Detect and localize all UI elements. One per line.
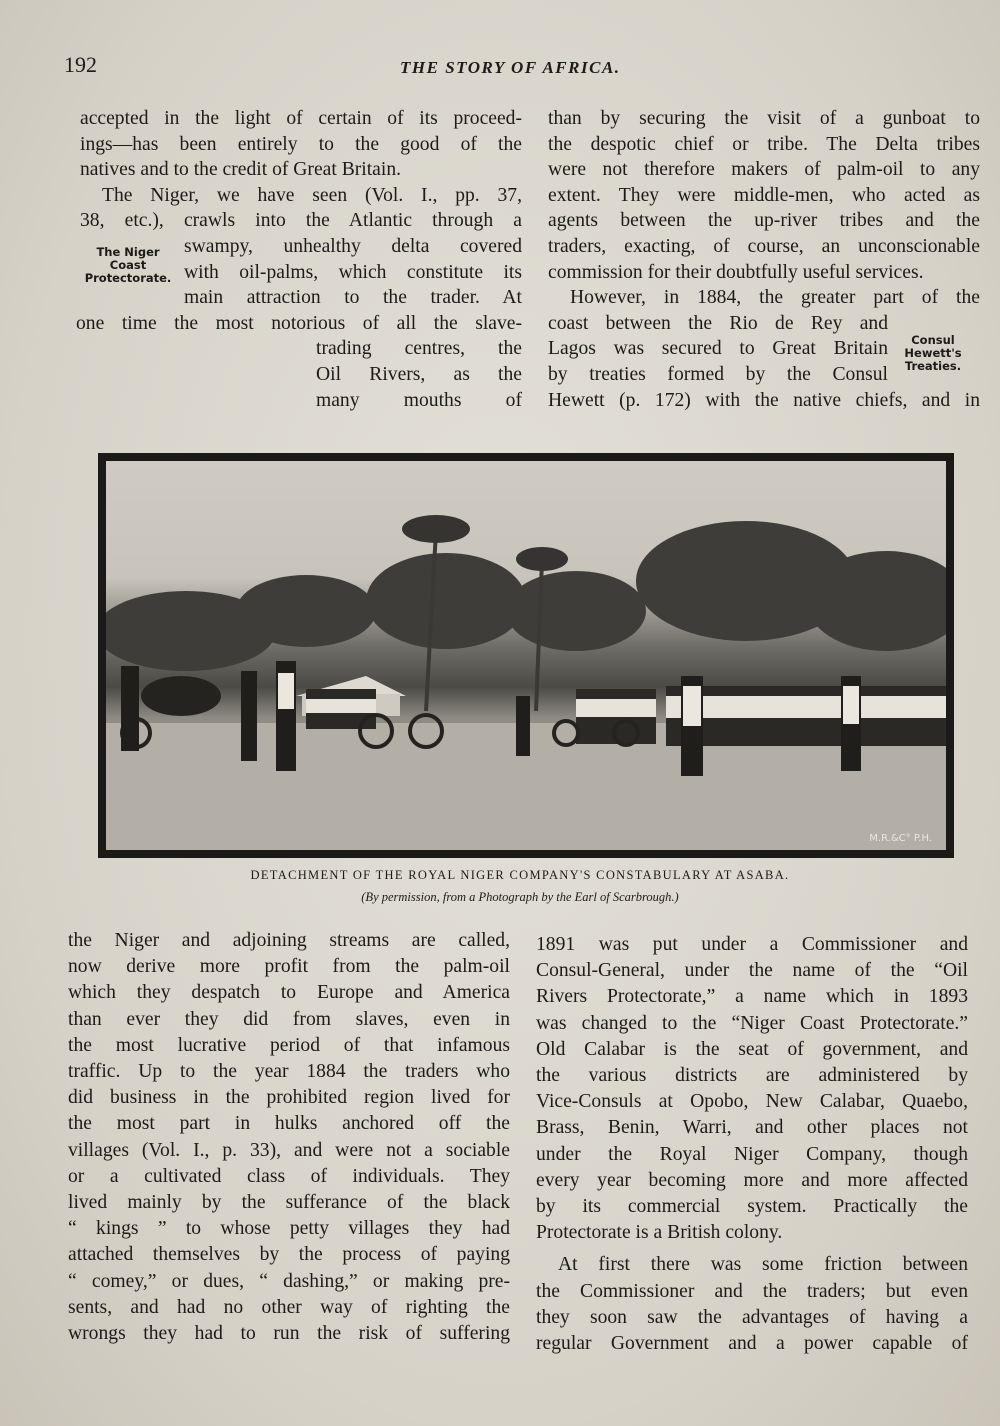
text-line: “ kings ” to whose petty villages they had (68, 1218, 510, 1240)
text-line: under the Royal Niger Company, though (536, 1143, 968, 1165)
text-line: trading centres, the (316, 338, 522, 360)
text-line: extent. They were middle-men, who acted as (548, 184, 980, 206)
text-line: “ comey,” or dues, “ dashing,” or making pre- (68, 1270, 510, 1292)
text-line: by its commercial system. Practically the (536, 1196, 968, 1218)
text-line: natives and to the credit of Great Britain. (80, 159, 402, 181)
text-line: than ever they did from slaves, even in (68, 1008, 510, 1030)
text-line: 1891 was put under a Commissioner and (536, 934, 968, 955)
text-line: the most part in hulks anchored off the (68, 1113, 510, 1135)
text-line: by treaties formed by the Consul (548, 363, 888, 385)
photograph-frame (98, 453, 954, 858)
text-line: were not therefore makers of palm-oil to any (548, 159, 980, 181)
text-line: 38, etc.), crawls into the Atlantic through a (80, 210, 522, 232)
text-line: they soon saw the advantages of having a (536, 1306, 968, 1328)
text-line: The Niger, we have seen (Vol. I., pp. 37, (102, 184, 522, 206)
text-line: the most lucrative period of that infamous (68, 1034, 510, 1056)
sidenote-line: Protectorate. (84, 271, 172, 285)
figure-caption: DETACHMENT OF THE ROYAL NIGER COMPANY'S CONSTABULARY AT ASABA. (250, 868, 790, 882)
page-number: 192 (64, 52, 97, 77)
text-line: villages (Vol. I., p. 33), and were not a sociable (68, 1139, 510, 1161)
sidenote-line: Coast (109, 258, 147, 272)
text-line: with oil-palms, which constitute its (184, 261, 522, 283)
text-line: did business in the prohibited region lived for (68, 1087, 510, 1109)
sidenote-line: The Niger (96, 245, 160, 259)
text-line: Oil Rivers, as the (316, 363, 522, 385)
text-line: main attraction to the trader. At (184, 287, 522, 309)
text-line: traffic. Up to the year 1884 the traders who (68, 1061, 510, 1083)
photograph (106, 461, 946, 850)
text-line: coast between the Rio de Rey and (548, 312, 888, 334)
text-line: Lagos was secured to Great Britain (548, 338, 888, 360)
text-line: attached themselves by the process of paying (68, 1244, 510, 1266)
bottom-right-column (536, 932, 968, 1357)
photograph-illustration (106, 461, 946, 850)
text-line: At first there was some friction between (558, 1254, 968, 1276)
sidenote-line: Consul (911, 333, 955, 347)
sidenote-line: Hewett's (904, 346, 962, 360)
text-line: sents, and had no other way of righting the (68, 1296, 510, 1318)
text-line: Consul-General, under the name of the “Oil (536, 960, 968, 982)
engraver-mark: M.R.&C° P.H. (869, 833, 932, 844)
text-line: accepted in the light of certain of its proceed- (80, 108, 522, 129)
text-line: many mouths of (316, 389, 522, 411)
text-line: was changed to the “Niger Coast Protectorate.” (536, 1012, 968, 1034)
bottom-left-column (68, 928, 510, 1347)
text-line: Rivers Protectorate,” a name which in 1893 (536, 986, 968, 1008)
text-line: than by securing the visit of a gunboat to (548, 108, 980, 129)
text-line: However, in 1884, the greater part of the (570, 287, 980, 309)
text-line: commission for their doubtfully useful services. (548, 261, 924, 283)
text-line: the various districts are administered by (536, 1065, 968, 1087)
sidenote-niger-coast (76, 246, 180, 285)
text-line: Vice-Consuls at Opobo, New Calabar, Quaebo, (536, 1091, 968, 1113)
text-line: Brass, Benin, Warri, and other places not (536, 1117, 968, 1139)
text-line: which they despatch to Europe and America (68, 982, 510, 1004)
text-line: Old Calabar is the seat of government, and (536, 1038, 968, 1060)
text-line: agents between the up-river tribes and the (548, 210, 980, 232)
text-line: swampy, unhealthy delta covered (184, 235, 522, 257)
text-line: traders, exacting, of course, an unconscionable (548, 235, 980, 257)
text-line: ings—has been entirely to the good of the (80, 133, 522, 155)
text-line: Protectorate is a British colony. (536, 1222, 783, 1244)
sidenote-line: Treaties. (904, 359, 962, 373)
text-line: the despotic chief or tribe. The Delta tribes (548, 133, 980, 155)
text-line: regular Government and a power capable of (536, 1333, 968, 1355)
text-line: wrongs they had to run the risk of suffering (68, 1323, 510, 1345)
text-line: or a cultivated class of individuals. They (68, 1165, 510, 1187)
text-line: the Niger and adjoining streams are called, (68, 930, 510, 951)
running-title: THE STORY OF AFRICA. (400, 58, 621, 77)
text-line: lived mainly by the sufferance of the black (68, 1192, 510, 1214)
text-line: every year becoming more and more affected (536, 1169, 968, 1191)
text-line: the Commissioner and the traders; but even (536, 1280, 968, 1302)
text-line: now derive more profit from the palm-oil (68, 956, 510, 978)
sidenote-consul-hewett (896, 334, 970, 373)
text-line: one time the most notorious of all the slave- (76, 312, 522, 334)
text-line: Hewett (p. 172) with the native chiefs, and in (548, 389, 980, 411)
figure-credit: (By permission, from a Photograph by the Earl of Scarbrough.) (361, 890, 679, 904)
